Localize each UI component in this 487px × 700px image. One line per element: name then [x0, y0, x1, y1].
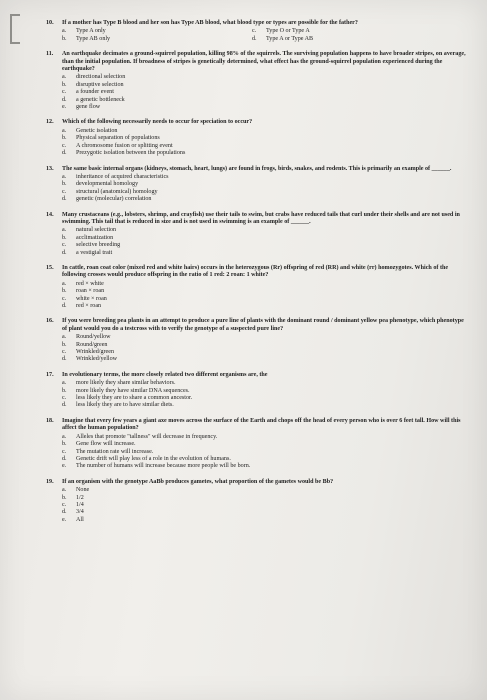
option-letter: d. — [252, 35, 257, 42]
answer-option — [62, 74, 466, 81]
question-18 — [46, 418, 466, 471]
option-letter: b. — [62, 35, 67, 42]
question-stem — [46, 418, 466, 433]
option-letter: a. — [62, 28, 67, 35]
answer-option — [252, 36, 442, 43]
answer-option — [62, 296, 466, 303]
option-text: A chromosome fusion or splitting event — [76, 142, 173, 149]
option-text: gene flow — [76, 104, 101, 111]
option-text: natural selection — [76, 227, 117, 234]
option-letter: c. — [62, 395, 67, 402]
option-text: Genetic isolation — [76, 127, 118, 134]
option-letter: b. — [62, 81, 67, 88]
question-stem — [46, 166, 466, 173]
option-text: a vestigial trait — [76, 249, 113, 256]
option-letter: b. — [62, 288, 67, 295]
option-letter: d. — [62, 249, 67, 256]
option-letter: c. — [62, 242, 67, 249]
option-letter: e. — [62, 463, 67, 470]
option-text: Round/green — [76, 341, 108, 348]
option-text: red × white — [76, 280, 104, 287]
question-text: Which of the following necessarily needs to occur for speciation to occur? — [62, 119, 253, 126]
option-letter: a. — [62, 280, 67, 287]
question-number: 11. — [46, 51, 54, 58]
option-text: The number of humans will increase because more people will be born. — [76, 463, 251, 470]
answer-options — [62, 334, 466, 364]
option-letter: c. — [252, 28, 257, 35]
question-stem — [46, 51, 466, 73]
option-letter: b. — [62, 135, 67, 142]
question-text: If an organism with the genotype AaBb produces gametes, what proportion of the gametes would be Bb? — [62, 478, 334, 485]
option-text: less likely they are to share a common ancestor. — [76, 395, 193, 402]
option-text: Physical separation of populations — [76, 135, 160, 142]
option-text: Wrinkled/yellow — [76, 356, 118, 363]
answer-options — [62, 281, 466, 311]
option-letter: a. — [62, 487, 67, 494]
option-letter: d. — [62, 509, 67, 516]
question-text: If you were breeding pea plants in an attempt to produce a pure line of plants with the dominant round / dominant yellow pea phenotype, which phenotype of plant would you do a testcross with to verify the genotype of a suspected pure line? — [62, 318, 464, 332]
answer-option — [62, 441, 466, 448]
answer-options — [62, 128, 466, 158]
answer-options — [62, 28, 466, 43]
option-letter: c. — [62, 295, 67, 302]
option-text: 1/4 — [76, 501, 84, 508]
option-text: structural (anatomical) homology — [76, 188, 158, 195]
option-text: Wrinkled/green — [76, 349, 114, 356]
option-text: Type AB only — [76, 35, 111, 42]
answer-option — [62, 281, 466, 288]
question-11 — [46, 51, 466, 111]
option-letter: c. — [62, 448, 67, 455]
question-text: Many crustaceans (e.g., lobsters, shrimp, and crayfish) use their tails to swim, but crabs have reduced tails that curl under their shells and are not used in swimming. This tail that is reduced in size and is not used in swimming is an example of ______. — [62, 211, 460, 225]
option-letter: c. — [62, 349, 67, 356]
answer-option — [62, 388, 466, 395]
option-letter: c. — [62, 89, 67, 96]
option-text: Gene flow will increase. — [76, 441, 136, 448]
option-text: acclimatization — [76, 234, 114, 241]
option-letter: d. — [62, 303, 67, 309]
question-number: 18. — [46, 417, 54, 424]
option-letter: c. — [62, 501, 67, 508]
answer-option — [62, 242, 466, 249]
answer-option — [62, 181, 466, 188]
option-letter: c. — [62, 142, 67, 149]
answer-option — [62, 495, 466, 502]
option-text: 1/2 — [76, 494, 84, 501]
option-letter: e. — [62, 104, 67, 111]
page-corner-bracket — [10, 14, 20, 44]
answer-option — [62, 196, 466, 203]
option-text: None — [76, 487, 90, 494]
answer-option — [62, 502, 466, 509]
option-text: Round/yellow — [76, 334, 111, 341]
question-number: 19. — [46, 478, 54, 485]
answer-option — [62, 395, 466, 402]
answer-option — [62, 104, 466, 111]
option-text: more likely they share similar behaviors. — [76, 380, 176, 387]
question-14 — [46, 212, 466, 257]
option-text: 3/4 — [76, 509, 84, 516]
option-text: roan × roan — [76, 288, 105, 295]
option-letter: a. — [62, 380, 67, 387]
option-text: directional selection — [76, 74, 126, 81]
answer-option — [62, 135, 466, 142]
question-stem — [46, 479, 466, 486]
answer-options — [62, 174, 466, 204]
option-text: The mutation rate will increase. — [76, 448, 154, 455]
question-15 — [46, 265, 466, 310]
option-text: a genetic bottleneck — [76, 96, 125, 103]
option-letter: a. — [62, 173, 67, 180]
option-text: Type A or Type AB — [266, 35, 314, 42]
question-number: 15. — [46, 264, 54, 271]
answer-option — [62, 235, 466, 242]
question-10 — [46, 20, 466, 43]
option-text: Prezygotic isolation between the populations — [76, 150, 186, 157]
answer-option — [62, 288, 466, 295]
option-text: a founder event — [76, 89, 114, 96]
option-text: All — [76, 516, 84, 523]
option-letter: d. — [62, 96, 67, 103]
option-text: disruptive selection — [76, 81, 124, 88]
answer-option — [62, 250, 466, 257]
question-number: 12. — [46, 119, 54, 126]
answer-option — [62, 143, 466, 150]
answer-option — [62, 380, 466, 387]
answer-option — [62, 449, 466, 456]
answer-option — [62, 150, 466, 157]
question-13 — [46, 166, 466, 204]
option-letter: a. — [62, 127, 67, 134]
question-number: 10. — [46, 20, 54, 26]
option-text: red × roan — [76, 303, 102, 309]
option-letter: b. — [62, 387, 67, 394]
option-text: Alleles that promote "tallness" will decrease in frequency. — [76, 433, 218, 440]
option-letter: b. — [62, 341, 67, 348]
option-letter: b. — [62, 441, 67, 448]
question-stem — [46, 265, 466, 280]
answer-option — [62, 303, 466, 310]
answer-option — [252, 28, 442, 35]
answer-option — [62, 89, 466, 96]
question-list — [46, 20, 466, 532]
option-text: more likely they have similar DNA sequences. — [76, 387, 190, 394]
answer-options — [62, 487, 466, 524]
option-letter: a. — [62, 433, 67, 440]
question-stem — [46, 20, 466, 27]
option-letter: d. — [62, 402, 67, 409]
answer-option — [62, 356, 466, 363]
question-text: Imagine that every few years a giant axe moves across the surface of the Earth and chops off the head of every person who is over 6 feet tall. How will this affect the human population? — [62, 417, 461, 432]
option-letter: a. — [62, 227, 67, 234]
question-text: The same basic internal organs (kidneys, stomach, heart, lungs) are found in frogs, birds, snakes, and rodents. This is primarily an example of ______. — [62, 165, 452, 172]
question-19 — [46, 479, 466, 524]
question-text: In cattle, roan coat color (mixed red and white hairs) occurs in the heterozygous (Rr) offspring of red (RR) and white (rr) homozygotes. Which of the following crosses would produce offspring in the ratio of 1 red: 2 roan: 1 white? — [62, 264, 449, 279]
answer-options — [62, 227, 466, 257]
question-text: In evolutionary terms, the more closely related two different organisms are, the — [62, 371, 268, 378]
option-letter: d. — [62, 356, 67, 363]
answer-options — [62, 380, 466, 410]
answer-option — [62, 434, 466, 441]
question-12 — [46, 119, 466, 157]
answer-option — [62, 82, 466, 89]
question-number: 14. — [46, 211, 54, 218]
option-letter: a. — [62, 334, 67, 341]
question-stem — [46, 212, 466, 227]
option-letter: d. — [62, 150, 67, 157]
answer-option — [62, 174, 466, 181]
answer-option — [62, 349, 466, 356]
option-text: Type A only — [76, 28, 106, 35]
answer-option — [62, 227, 466, 234]
answer-option — [62, 463, 466, 470]
answer-options — [62, 74, 466, 111]
answer-option — [62, 509, 466, 516]
answer-option — [62, 402, 466, 409]
option-letter: c. — [62, 188, 67, 195]
option-letter: e. — [62, 516, 67, 523]
answer-option — [62, 36, 252, 43]
option-letter: b. — [62, 181, 67, 188]
question-text: An earthquake decimates a ground-squirrel population, killing 98% of the squirrels. The surviving population happens to have broader stripes, on average, than the initial population. If broadness of stripes is genetically determined, what effect has the ground-squirrel population experienced during the earthquake? — [62, 51, 466, 73]
question-16 — [46, 318, 466, 363]
option-text: Genetic drift will play less of a role in the evolution of humans. — [76, 455, 231, 462]
option-text: selective breeding — [76, 242, 121, 249]
option-letter: d. — [62, 455, 67, 462]
option-letter: b. — [62, 234, 67, 241]
answer-option — [62, 97, 466, 104]
answer-options — [62, 434, 466, 471]
question-number: 17. — [46, 371, 54, 378]
answer-option — [62, 342, 466, 349]
option-text: inheritance of acquired characteristics — [76, 173, 169, 180]
question-number: 13. — [46, 165, 54, 172]
answer-option — [62, 517, 466, 524]
answer-option — [62, 487, 466, 494]
option-text: white × roan — [76, 295, 107, 302]
option-letter: a. — [62, 74, 67, 81]
option-letter: b. — [62, 494, 67, 501]
answer-option — [62, 189, 466, 196]
answer-option — [62, 28, 252, 35]
question-text: If a mother has Type B blood and her son has Type AB blood, what blood type or types are possible for the father? — [62, 20, 358, 26]
option-text: less likely they are to have similar diets. — [76, 402, 174, 409]
option-letter: d. — [62, 196, 67, 203]
option-text: developmental homology — [76, 181, 139, 188]
option-text: genetic (molecular) correlation — [76, 196, 152, 203]
question-stem — [46, 372, 466, 379]
answer-option — [62, 334, 466, 341]
option-text: Type O or Type A — [266, 28, 310, 35]
question-17 — [46, 372, 466, 410]
question-number: 16. — [46, 318, 54, 325]
question-stem — [46, 119, 466, 126]
question-stem — [46, 318, 466, 333]
